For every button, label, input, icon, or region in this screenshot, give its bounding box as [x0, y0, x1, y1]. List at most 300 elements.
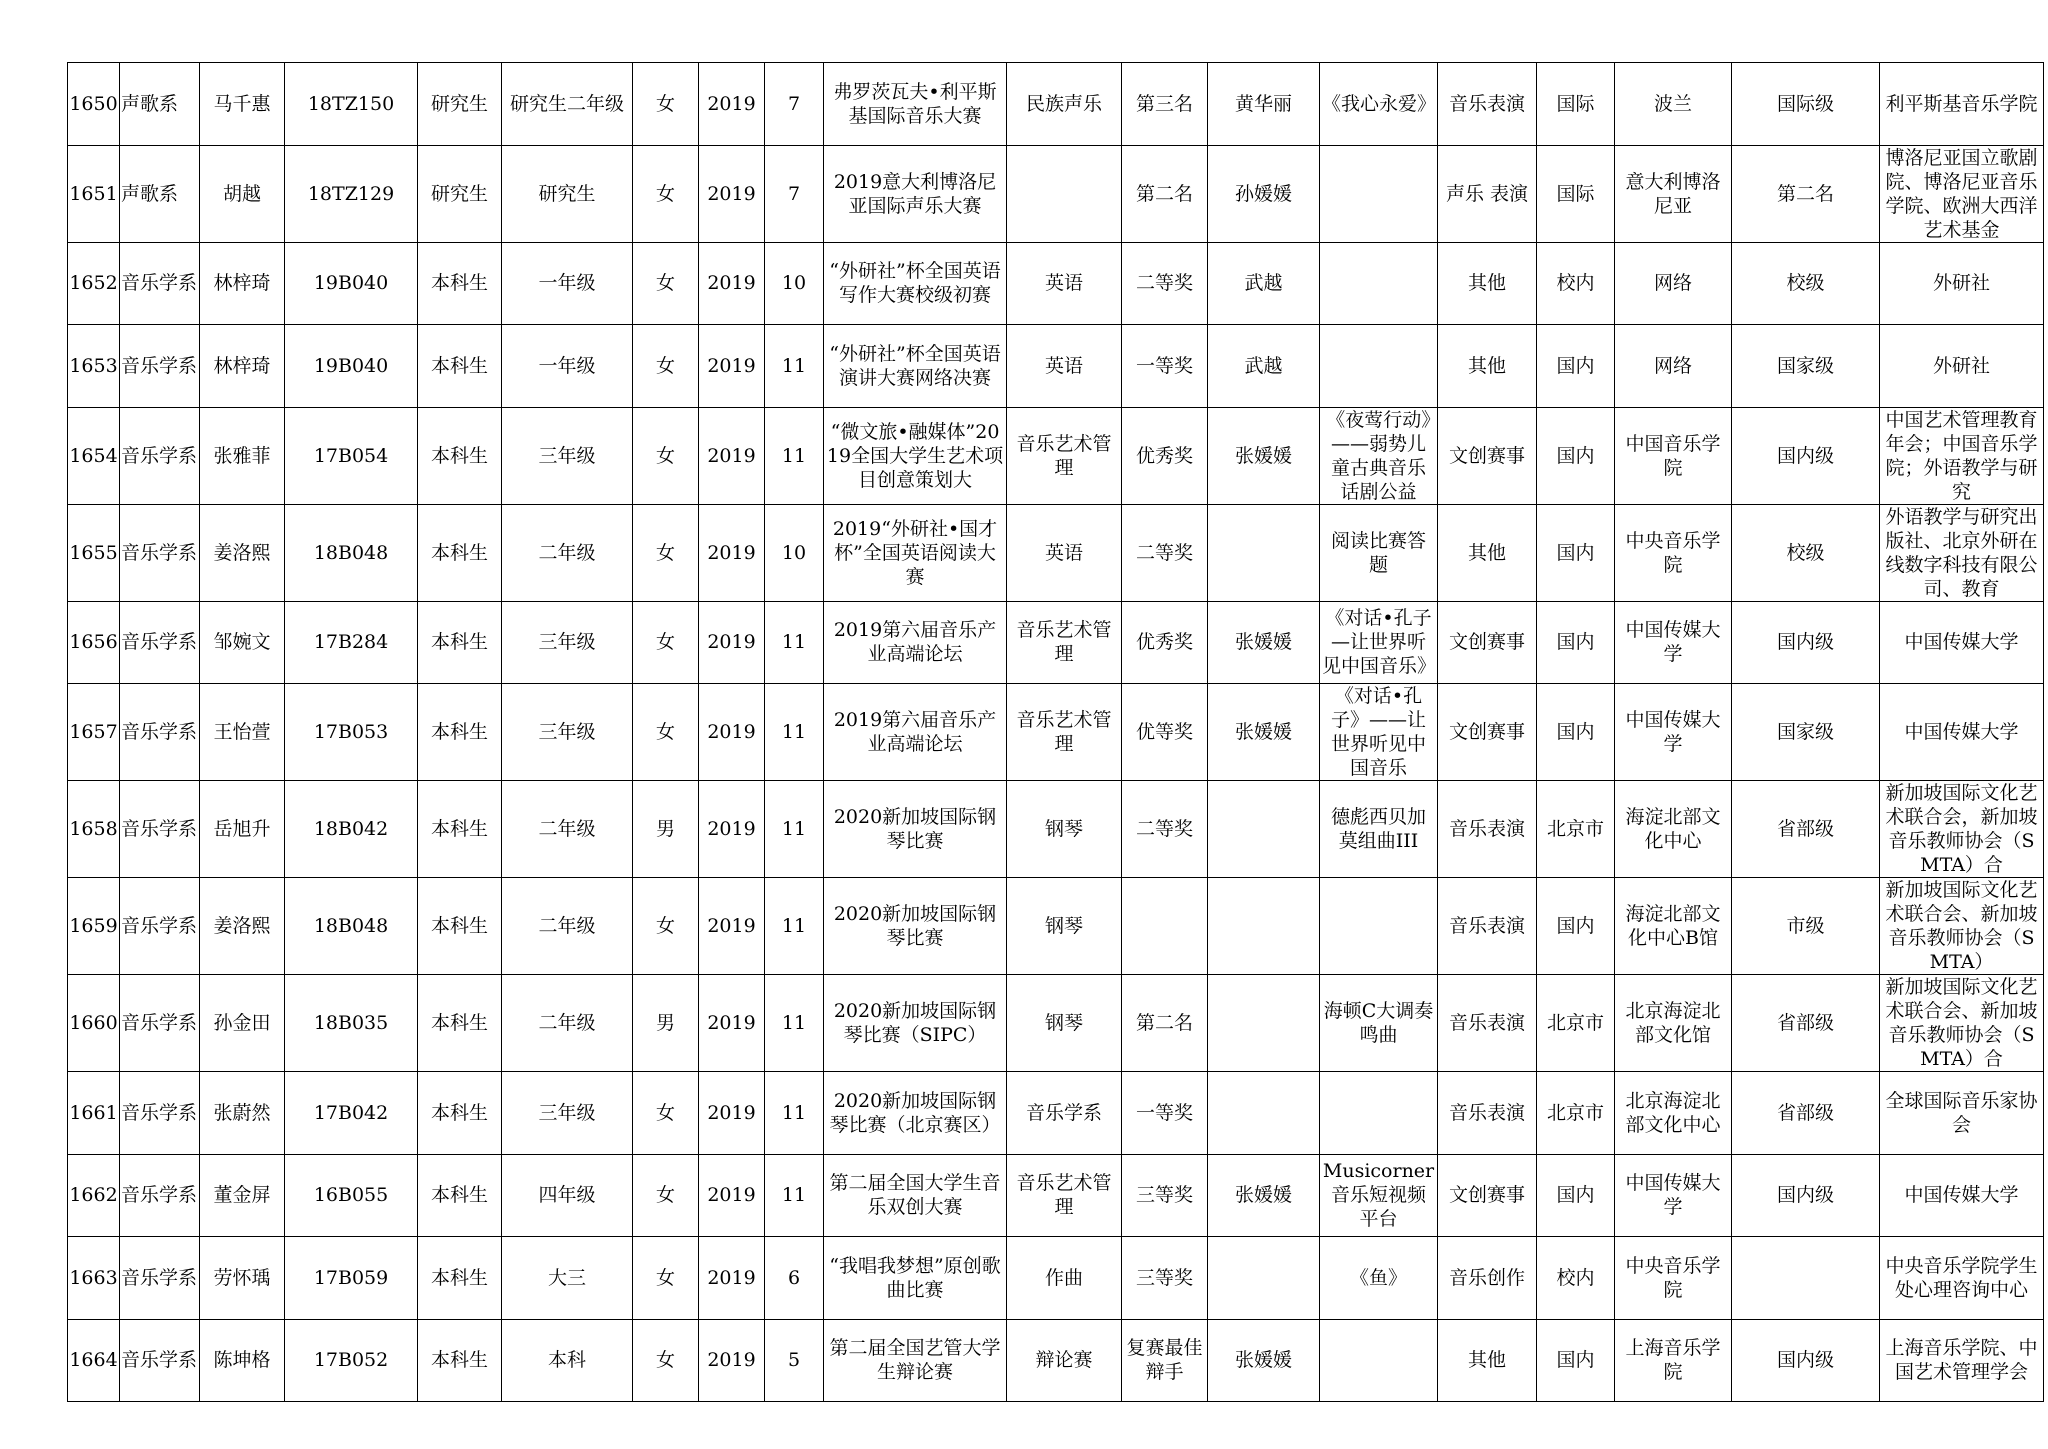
award-cell: 第三名	[1122, 63, 1208, 146]
grade-cell: 研究生二年级	[502, 63, 633, 146]
scope-cell: 北京市	[1537, 781, 1615, 878]
student-id-cell: 18B042	[285, 781, 418, 878]
organizer-cell: 中国传媒大学	[1880, 601, 2044, 684]
advisor-cell	[1208, 781, 1320, 878]
award-level-cell: 国内级	[1732, 1154, 1880, 1237]
competition-type-cell: 音乐表演	[1438, 63, 1537, 146]
competition-type-cell: 文创赛事	[1438, 684, 1537, 781]
work-title-cell	[1320, 242, 1438, 325]
level-cell: 本科生	[418, 781, 502, 878]
competition-name-cell: 2019第六届音乐产业高端论坛	[824, 601, 1007, 684]
month-cell: 10	[765, 504, 824, 601]
month-cell: 11	[765, 407, 824, 504]
category-cell: 英语	[1007, 325, 1122, 408]
level-cell: 本科生	[418, 1319, 502, 1402]
competition-type-cell: 音乐创作	[1438, 1237, 1537, 1320]
award-cell: 第二名	[1122, 145, 1208, 242]
month-cell: 11	[765, 1072, 824, 1155]
scope-cell: 国内	[1537, 1154, 1615, 1237]
award-cell: 优等奖	[1122, 684, 1208, 781]
year-cell: 2019	[699, 878, 765, 975]
level-cell: 本科生	[418, 878, 502, 975]
advisor-cell: 张媛媛	[1208, 684, 1320, 781]
award-level-cell: 国内级	[1732, 1319, 1880, 1402]
award-level-cell: 省部级	[1732, 975, 1880, 1072]
department-cell: 音乐学系	[120, 878, 200, 975]
department-cell: 音乐学系	[120, 781, 200, 878]
student-name-cell: 张雅菲	[200, 407, 285, 504]
year-cell: 2019	[699, 1237, 765, 1320]
location-cell: 中国传媒大学	[1615, 601, 1732, 684]
award-cell: 二等奖	[1122, 242, 1208, 325]
month-cell: 11	[765, 325, 824, 408]
competition-type-cell: 文创赛事	[1438, 601, 1537, 684]
table-row	[68, 145, 2044, 242]
competition-type-cell: 其他	[1438, 1319, 1537, 1402]
year-cell: 2019	[699, 781, 765, 878]
grade-cell: 本科	[502, 1319, 633, 1402]
competition-name-cell: 2020新加坡国际钢琴比赛	[824, 878, 1007, 975]
row-index-cell: 1651	[68, 145, 120, 242]
organizer-cell: 新加坡国际文化艺术联合会，新加坡音乐教师协会（SMTA）合	[1880, 781, 2044, 878]
advisor-cell: 武越	[1208, 325, 1320, 408]
scope-cell: 国内	[1537, 504, 1615, 601]
location-cell: 上海音乐学院	[1615, 1319, 1732, 1402]
category-cell	[1007, 145, 1122, 242]
work-title-cell: 阅读比赛答题	[1320, 504, 1438, 601]
year-cell: 2019	[699, 242, 765, 325]
work-title-cell	[1320, 878, 1438, 975]
student-id-cell: 16B055	[285, 1154, 418, 1237]
gender-cell: 女	[633, 504, 699, 601]
level-cell: 研究生	[418, 145, 502, 242]
month-cell: 10	[765, 242, 824, 325]
advisor-cell	[1208, 878, 1320, 975]
competition-type-cell: 其他	[1438, 242, 1537, 325]
scope-cell: 北京市	[1537, 1072, 1615, 1155]
category-cell: 音乐艺术管理	[1007, 1154, 1122, 1237]
row-index-cell: 1664	[68, 1319, 120, 1402]
competition-name-cell: “微文旅•融媒体”2019全国大学生艺术项目创意策划大	[824, 407, 1007, 504]
category-cell: 音乐艺术管理	[1007, 407, 1122, 504]
grade-cell: 一年级	[502, 325, 633, 408]
grade-cell: 四年级	[502, 1154, 633, 1237]
row-index-cell: 1652	[68, 242, 120, 325]
grade-cell: 三年级	[502, 1072, 633, 1155]
table-row	[68, 684, 2044, 781]
award-cell: 三等奖	[1122, 1154, 1208, 1237]
competition-name-cell: 第二届全国艺管大学生辩论赛	[824, 1319, 1007, 1402]
month-cell: 7	[765, 145, 824, 242]
category-cell: 辩论赛	[1007, 1319, 1122, 1402]
year-cell: 2019	[699, 684, 765, 781]
gender-cell: 女	[633, 1237, 699, 1320]
student-name-cell: 马千惠	[200, 63, 285, 146]
table-row	[68, 1154, 2044, 1237]
grade-cell: 三年级	[502, 684, 633, 781]
department-cell: 音乐学系	[120, 325, 200, 408]
competition-type-cell: 文创赛事	[1438, 1154, 1537, 1237]
table-row	[68, 1072, 2044, 1155]
location-cell: 海淀北部文化中心B馆	[1615, 878, 1732, 975]
competition-name-cell: 2020新加坡国际钢琴比赛（SIPC）	[824, 975, 1007, 1072]
award-cell: 三等奖	[1122, 1237, 1208, 1320]
advisor-cell: 张媛媛	[1208, 1319, 1320, 1402]
organizer-cell: 利平斯基音乐学院	[1880, 63, 2044, 146]
award-level-cell: 国家级	[1732, 325, 1880, 408]
scope-cell: 国内	[1537, 1319, 1615, 1402]
student-name-cell: 邹婉文	[200, 601, 285, 684]
department-cell: 音乐学系	[120, 1319, 200, 1402]
award-cell: 复赛最佳辩手	[1122, 1319, 1208, 1402]
award-level-cell: 第二名	[1732, 145, 1880, 242]
award-level-cell: 国际级	[1732, 63, 1880, 146]
competition-type-cell: 音乐表演	[1438, 878, 1537, 975]
competition-name-cell: 2020新加坡国际钢琴比赛（北京赛区）	[824, 1072, 1007, 1155]
department-cell: 音乐学系	[120, 504, 200, 601]
advisor-cell	[1208, 1072, 1320, 1155]
row-index-cell: 1653	[68, 325, 120, 408]
competition-type-cell: 其他	[1438, 504, 1537, 601]
category-cell: 英语	[1007, 504, 1122, 601]
award-level-cell: 省部级	[1732, 781, 1880, 878]
award-cell: 优秀奖	[1122, 601, 1208, 684]
work-title-cell	[1320, 1072, 1438, 1155]
department-cell: 音乐学系	[120, 1237, 200, 1320]
row-index-cell: 1655	[68, 504, 120, 601]
award-level-cell: 国家级	[1732, 684, 1880, 781]
category-cell: 作曲	[1007, 1237, 1122, 1320]
gender-cell: 男	[633, 781, 699, 878]
gender-cell: 女	[633, 878, 699, 975]
gender-cell: 女	[633, 325, 699, 408]
work-title-cell: Musicorner音乐短视频平台	[1320, 1154, 1438, 1237]
scope-cell: 国际	[1537, 145, 1615, 242]
work-title-cell: 海顿C大调奏鸣曲	[1320, 975, 1438, 1072]
organizer-cell: 中国传媒大学	[1880, 684, 2044, 781]
department-cell: 音乐学系	[120, 1072, 200, 1155]
department-cell: 声歌系	[120, 145, 200, 242]
year-cell: 2019	[699, 1154, 765, 1237]
competition-name-cell: 2020新加坡国际钢琴比赛	[824, 781, 1007, 878]
student-id-cell: 17B059	[285, 1237, 418, 1320]
category-cell: 音乐学系	[1007, 1072, 1122, 1155]
student-id-cell: 18TZ129	[285, 145, 418, 242]
award-level-cell: 省部级	[1732, 1072, 1880, 1155]
grade-cell: 二年级	[502, 878, 633, 975]
level-cell: 本科生	[418, 325, 502, 408]
scope-cell: 北京市	[1537, 975, 1615, 1072]
level-cell: 研究生	[418, 63, 502, 146]
table-row	[68, 601, 2044, 684]
location-cell: 意大利博洛尼亚	[1615, 145, 1732, 242]
advisor-cell: 黄华丽	[1208, 63, 1320, 146]
advisor-cell	[1208, 504, 1320, 601]
year-cell: 2019	[699, 601, 765, 684]
department-cell: 音乐学系	[120, 975, 200, 1072]
category-cell: 钢琴	[1007, 975, 1122, 1072]
grade-cell: 二年级	[502, 781, 633, 878]
organizer-cell: 新加坡国际文化艺术联合会、新加坡音乐教师协会（SMTA）	[1880, 878, 2044, 975]
competition-type-cell: 其他	[1438, 325, 1537, 408]
student-id-cell: 17B054	[285, 407, 418, 504]
student-id-cell: 18B048	[285, 878, 418, 975]
competition-type-cell: 音乐表演	[1438, 1072, 1537, 1155]
student-name-cell: 陈坤格	[200, 1319, 285, 1402]
competition-name-cell: “我唱我梦想”原创歌曲比赛	[824, 1237, 1007, 1320]
year-cell: 2019	[699, 145, 765, 242]
grade-cell: 三年级	[502, 407, 633, 504]
table-row	[68, 1319, 2044, 1402]
table-row	[68, 325, 2044, 408]
level-cell: 本科生	[418, 504, 502, 601]
student-name-cell: 胡越	[200, 145, 285, 242]
row-index-cell: 1662	[68, 1154, 120, 1237]
month-cell: 5	[765, 1319, 824, 1402]
gender-cell: 女	[633, 145, 699, 242]
work-title-cell: 《我心永爱》	[1320, 63, 1438, 146]
location-cell: 中国传媒大学	[1615, 1154, 1732, 1237]
student-name-cell: 劳怀瑀	[200, 1237, 285, 1320]
level-cell: 本科生	[418, 1237, 502, 1320]
row-index-cell: 1659	[68, 878, 120, 975]
student-name-cell: 岳旭升	[200, 781, 285, 878]
year-cell: 2019	[699, 1072, 765, 1155]
category-cell: 钢琴	[1007, 878, 1122, 975]
row-index-cell: 1658	[68, 781, 120, 878]
competition-name-cell: 2019“外研社•国才杯”全国英语阅读大赛	[824, 504, 1007, 601]
table-row	[68, 975, 2044, 1072]
level-cell: 本科生	[418, 684, 502, 781]
month-cell: 11	[765, 878, 824, 975]
location-cell: 海淀北部文化中心	[1615, 781, 1732, 878]
competition-name-cell: “外研社”杯全国英语写作大赛校级初赛	[824, 242, 1007, 325]
grade-cell: 二年级	[502, 975, 633, 1072]
scope-cell: 国内	[1537, 601, 1615, 684]
organizer-cell: 中央音乐学院学生处心理咨询中心	[1880, 1237, 2044, 1320]
student-name-cell: 张蔚然	[200, 1072, 285, 1155]
row-index-cell: 1650	[68, 63, 120, 146]
award-cell: 二等奖	[1122, 781, 1208, 878]
scope-cell: 国内	[1537, 684, 1615, 781]
award-cell: 第二名	[1122, 975, 1208, 1072]
table-row	[68, 1237, 2044, 1320]
level-cell: 本科生	[418, 975, 502, 1072]
gender-cell: 女	[633, 407, 699, 504]
competition-name-cell: 弗罗茨瓦夫•利平斯基国际音乐大赛	[824, 63, 1007, 146]
month-cell: 6	[765, 1237, 824, 1320]
organizer-cell: 外研社	[1880, 242, 2044, 325]
competition-name-cell: 2019第六届音乐产业高端论坛	[824, 684, 1007, 781]
gender-cell: 女	[633, 1072, 699, 1155]
student-id-cell: 17B052	[285, 1319, 418, 1402]
scope-cell: 校内	[1537, 242, 1615, 325]
year-cell: 2019	[699, 504, 765, 601]
organizer-cell: 中国传媒大学	[1880, 1154, 2044, 1237]
scope-cell: 国内	[1537, 878, 1615, 975]
scope-cell: 国内	[1537, 407, 1615, 504]
location-cell: 波兰	[1615, 63, 1732, 146]
award-level-cell	[1732, 1237, 1880, 1320]
competition-type-cell: 文创赛事	[1438, 407, 1537, 504]
student-name-cell: 林梓琦	[200, 242, 285, 325]
competition-type-cell: 音乐表演	[1438, 975, 1537, 1072]
gender-cell: 女	[633, 242, 699, 325]
year-cell: 2019	[699, 63, 765, 146]
year-cell: 2019	[699, 407, 765, 504]
student-name-cell: 董金屏	[200, 1154, 285, 1237]
table-row	[68, 242, 2044, 325]
competition-name-cell: “外研社”杯全国英语演讲大赛网络决赛	[824, 325, 1007, 408]
organizer-cell: 博洛尼亚国立歌剧院、博洛尼亚音乐学院、欧洲大西洋艺术基金	[1880, 145, 2044, 242]
competition-name-cell: 第二届全国大学生音乐双创大赛	[824, 1154, 1007, 1237]
gender-cell: 女	[633, 601, 699, 684]
grade-cell: 二年级	[502, 504, 633, 601]
table-row	[68, 878, 2044, 975]
gender-cell: 女	[633, 63, 699, 146]
month-cell: 7	[765, 63, 824, 146]
year-cell: 2019	[699, 325, 765, 408]
student-id-cell: 17B053	[285, 684, 418, 781]
grade-cell: 研究生	[502, 145, 633, 242]
scope-cell: 国内	[1537, 325, 1615, 408]
category-cell: 音乐艺术管理	[1007, 601, 1122, 684]
location-cell: 中国音乐学院	[1615, 407, 1732, 504]
student-name-cell: 孙金田	[200, 975, 285, 1072]
advisor-cell	[1208, 975, 1320, 1072]
row-index-cell: 1661	[68, 1072, 120, 1155]
table-row	[68, 63, 2044, 146]
organizer-cell: 全球国际音乐家协会	[1880, 1072, 2044, 1155]
work-title-cell: 《对话•孔子—让世界听见中国音乐》	[1320, 601, 1438, 684]
level-cell: 本科生	[418, 1072, 502, 1155]
student-id-cell: 18TZ150	[285, 63, 418, 146]
month-cell: 11	[765, 975, 824, 1072]
student-name-cell: 姜洛熙	[200, 878, 285, 975]
award-level-cell: 市级	[1732, 878, 1880, 975]
award-cell: 一等奖	[1122, 1072, 1208, 1155]
competition-type-cell: 音乐表演	[1438, 781, 1537, 878]
award-level-cell: 校级	[1732, 242, 1880, 325]
table-row	[68, 781, 2044, 878]
month-cell: 11	[765, 684, 824, 781]
location-cell: 中央音乐学院	[1615, 504, 1732, 601]
row-index-cell: 1663	[68, 1237, 120, 1320]
student-name-cell: 林梓琦	[200, 325, 285, 408]
award-cell: 二等奖	[1122, 504, 1208, 601]
month-cell: 11	[765, 781, 824, 878]
work-title-cell	[1320, 145, 1438, 242]
advisor-cell: 张媛媛	[1208, 601, 1320, 684]
category-cell: 民族声乐	[1007, 63, 1122, 146]
gender-cell: 女	[633, 684, 699, 781]
location-cell: 网络	[1615, 242, 1732, 325]
location-cell: 中央音乐学院	[1615, 1237, 1732, 1320]
work-title-cell	[1320, 1319, 1438, 1402]
student-id-cell: 19B040	[285, 242, 418, 325]
gender-cell: 女	[633, 1154, 699, 1237]
location-cell: 中国传媒大学	[1615, 684, 1732, 781]
scope-cell: 国际	[1537, 63, 1615, 146]
category-cell: 钢琴	[1007, 781, 1122, 878]
competition-type-cell: 声乐 表演	[1438, 145, 1537, 242]
table-row	[68, 407, 2044, 504]
student-id-cell: 18B035	[285, 975, 418, 1072]
department-cell: 音乐学系	[120, 407, 200, 504]
category-cell: 英语	[1007, 242, 1122, 325]
work-title-cell: 德彪西贝加莫组曲III	[1320, 781, 1438, 878]
award-cell: 优秀奖	[1122, 407, 1208, 504]
advisor-cell: 张媛媛	[1208, 1154, 1320, 1237]
advisor-cell: 张媛媛	[1208, 407, 1320, 504]
student-name-cell: 王怡萱	[200, 684, 285, 781]
department-cell: 声歌系	[120, 63, 200, 146]
advisor-cell	[1208, 1237, 1320, 1320]
grade-cell: 一年级	[502, 242, 633, 325]
awards-table	[67, 62, 2044, 1402]
award-level-cell: 国内级	[1732, 601, 1880, 684]
grade-cell: 三年级	[502, 601, 633, 684]
work-title-cell: 《对话•孔子》——让世界听见中国音乐	[1320, 684, 1438, 781]
row-index-cell: 1656	[68, 601, 120, 684]
student-id-cell: 17B284	[285, 601, 418, 684]
competition-name-cell: 2019意大利博洛尼亚国际声乐大赛	[824, 145, 1007, 242]
award-level-cell: 校级	[1732, 504, 1880, 601]
organizer-cell: 新加坡国际文化艺术联合会、新加坡音乐教师协会（SMTA）合	[1880, 975, 2044, 1072]
organizer-cell: 外研社	[1880, 325, 2044, 408]
row-index-cell: 1660	[68, 975, 120, 1072]
student-name-cell: 姜洛熙	[200, 504, 285, 601]
student-id-cell: 18B048	[285, 504, 418, 601]
department-cell: 音乐学系	[120, 601, 200, 684]
department-cell: 音乐学系	[120, 1154, 200, 1237]
award-cell: 一等奖	[1122, 325, 1208, 408]
row-index-cell: 1657	[68, 684, 120, 781]
department-cell: 音乐学系	[120, 242, 200, 325]
department-cell: 音乐学系	[120, 684, 200, 781]
gender-cell: 男	[633, 975, 699, 1072]
category-cell: 音乐艺术管理	[1007, 684, 1122, 781]
row-index-cell: 1654	[68, 407, 120, 504]
gender-cell: 女	[633, 1319, 699, 1402]
award-cell	[1122, 878, 1208, 975]
location-cell: 北京海淀北部文化中心	[1615, 1072, 1732, 1155]
award-level-cell: 国内级	[1732, 407, 1880, 504]
work-title-cell	[1320, 325, 1438, 408]
level-cell: 本科生	[418, 1154, 502, 1237]
student-id-cell: 17B042	[285, 1072, 418, 1155]
month-cell: 11	[765, 1154, 824, 1237]
advisor-cell: 武越	[1208, 242, 1320, 325]
advisor-cell: 孙媛媛	[1208, 145, 1320, 242]
location-cell: 北京海淀北部文化馆	[1615, 975, 1732, 1072]
year-cell: 2019	[699, 1319, 765, 1402]
level-cell: 本科生	[418, 242, 502, 325]
organizer-cell: 中国艺术管理教育年会；中国音乐学院；外语教学与研究	[1880, 407, 2044, 504]
month-cell: 11	[765, 601, 824, 684]
scope-cell: 校内	[1537, 1237, 1615, 1320]
student-id-cell: 19B040	[285, 325, 418, 408]
location-cell: 网络	[1615, 325, 1732, 408]
year-cell: 2019	[699, 975, 765, 1072]
organizer-cell: 上海音乐学院、中国艺术管理学会	[1880, 1319, 2044, 1402]
work-title-cell: 《夜莺行动》——弱势儿童古典音乐话剧公益	[1320, 407, 1438, 504]
work-title-cell: 《鱼》	[1320, 1237, 1438, 1320]
level-cell: 本科生	[418, 407, 502, 504]
organizer-cell: 外语教学与研究出版社、北京外研在线数字科技有限公司、教育	[1880, 504, 2044, 601]
table-row	[68, 504, 2044, 601]
grade-cell: 大三	[502, 1237, 633, 1320]
